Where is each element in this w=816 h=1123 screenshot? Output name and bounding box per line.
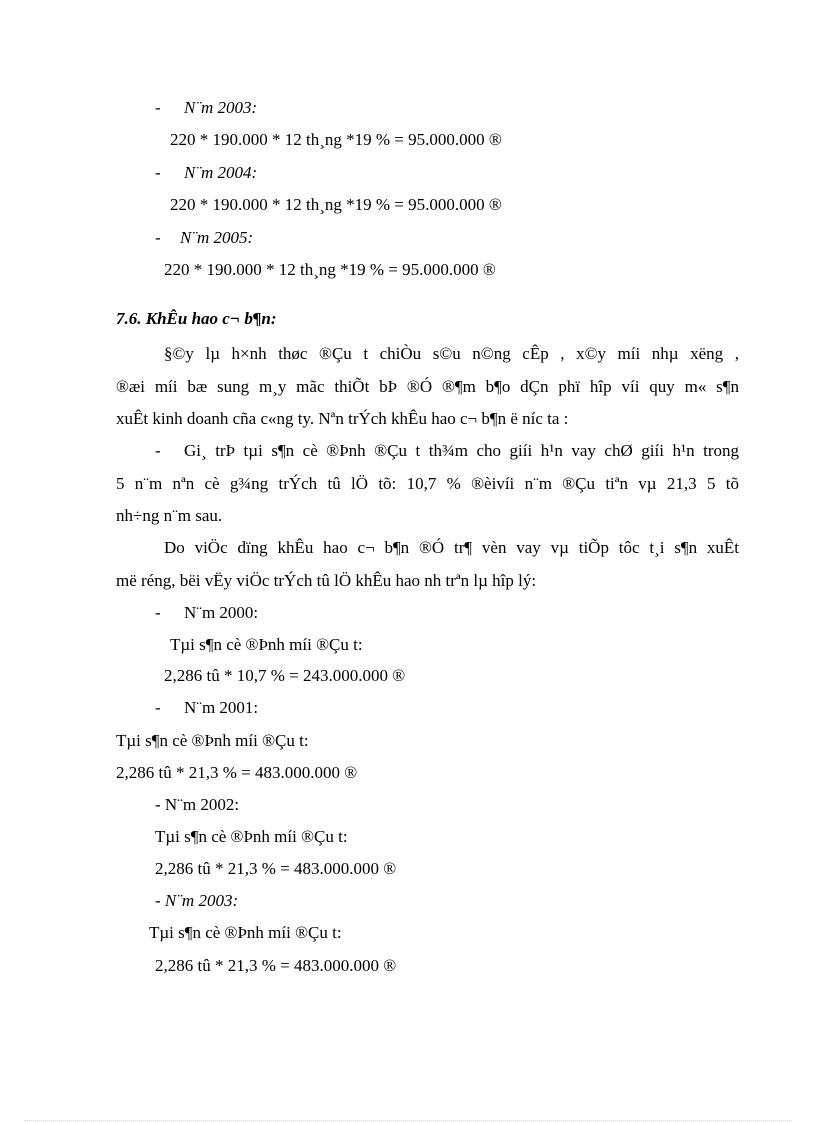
year-2001-label: N¨m 2001:	[184, 698, 259, 717]
year-2004-label: N¨m 2004:	[184, 163, 258, 182]
bullet-dash: -	[155, 603, 161, 622]
year-2001-asset-line: Tµi s¶n cè ®Þnh míi ®Çu t:	[116, 731, 309, 750]
bullet-dash: -	[155, 441, 161, 460]
bullet-dash: -	[155, 228, 161, 247]
paragraph-2-line-2: 5 n¨m nªn cè g¾ng trÝch tû lÖ tõ: 10,7 % ®èivíi n¨m ®Çu tiªn vµ 21,3 5 tõ	[116, 474, 739, 493]
bullet-dash: -	[155, 98, 161, 117]
year-2003-second-calculation: 2,286 tû * 21,3 % = 483.000.000 ®	[155, 956, 397, 975]
paragraph-2-line-3: nh÷ng n¨m sau.	[116, 506, 223, 525]
paragraph-2-line-1: Gi¸ trÞ tµi s¶n cè ®Þnh ®Çu t th¾m cho giíi h¹n vay chØ giíi h¹n trong	[184, 441, 739, 460]
year-2004-calculation: 220 * 190.000 * 12 th¸ng *19 % = 95.000.000 ®	[170, 195, 502, 214]
year-2002-asset-line: Tµi s¶n cè ®Þnh míi ®Çu t:	[155, 827, 348, 846]
bullet-dash: -	[155, 163, 161, 182]
paragraph-1-line-3: xuÊt kinh doanh cña c«ng ty. Nªn trÝch khÊu hao c¬ b¶n ë níc ta :	[116, 409, 569, 428]
paragraph-3-line-1: Do viÖc dïng khÊu hao c¬ b¶n ®Ó tr¶ vèn vay vµ tiÕp tôc t¸i s¶n xuÊt	[164, 538, 739, 557]
year-2003-calculation: 220 * 190.000 * 12 th¸ng *19 % = 95.000.000 ®	[170, 130, 502, 149]
year-2000-label: N¨m 2000:	[184, 603, 259, 622]
section-heading: 7.6. KhÊu hao c¬ b¶n:	[116, 309, 277, 328]
paragraph-1-line-1: §©y lµ h×nh thøc ®Çu t chiÒu s©u n©ng cÊp , x©y míi nhµ xëng ,	[164, 344, 739, 363]
year-2005-calculation: 220 * 190.000 * 12 th¸ng *19 % = 95.000.000 ®	[164, 260, 496, 279]
year-2003-second-label: - N¨m 2003:	[155, 891, 239, 910]
page-bottom-divider	[24, 1120, 792, 1121]
year-2003-second-asset-line: Tµi s¶n cè ®Þnh míi ®Çu t:	[149, 923, 342, 942]
year-2005-label: N¨m 2005:	[180, 228, 254, 247]
year-2003-label: N¨m 2003:	[184, 98, 258, 117]
paragraph-3-line-2: më réng, bëi vËy viÖc trÝch tû lÖ khÊu hao nh trªn lµ hîp lý:	[116, 571, 537, 590]
year-2002-calculation: 2,286 tû * 21,3 % = 483.000.000 ®	[155, 859, 397, 878]
year-2000-asset-line: Tµi s¶n cè ®Þnh míi ®Çu t:	[170, 635, 363, 654]
year-2002-label: - N¨m 2002:	[155, 795, 240, 814]
paragraph-1-line-2: ®æi míi bæ sung m¸y mãc thiÕt bÞ ®Ó ®¶m b¶o dÇn phï hîp víi quy m« s¶n	[116, 377, 739, 396]
bullet-dash: -	[155, 698, 161, 717]
year-2000-calculation: 2,286 tû * 10,7 % = 243.000.000 ®	[164, 666, 406, 685]
year-2001-calculation: 2,286 tû * 21,3 % = 483.000.000 ®	[116, 763, 358, 782]
